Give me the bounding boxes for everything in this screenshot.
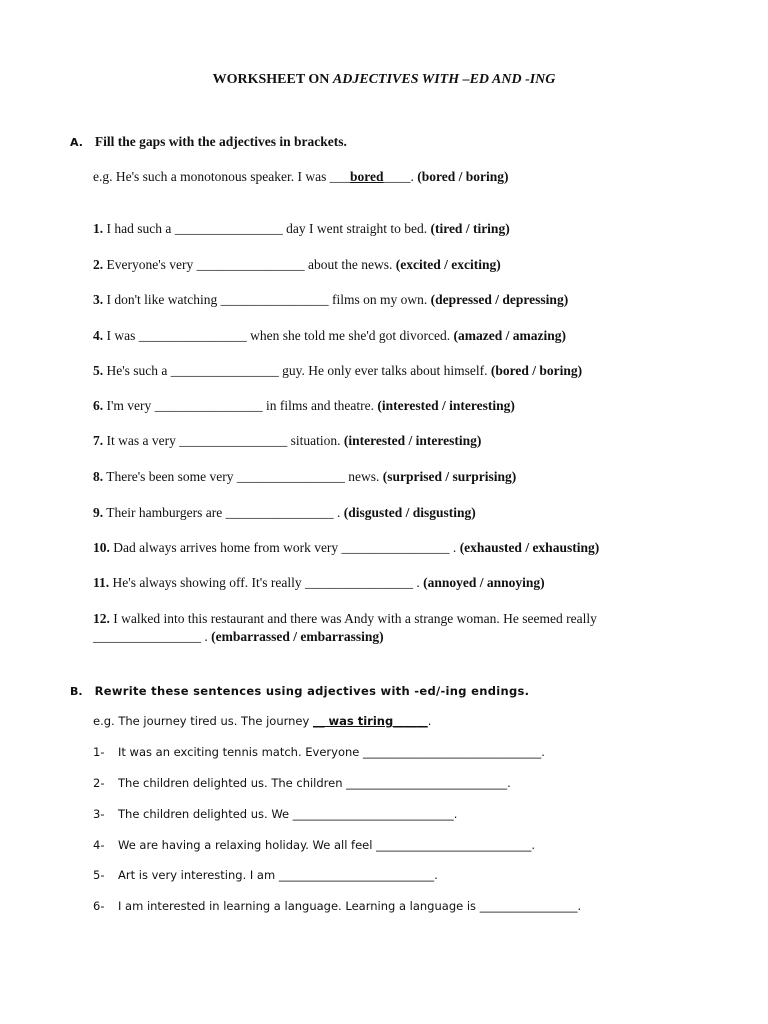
question-text: Everyone's very ________________ about the news. (103, 257, 396, 272)
section-a-header (70, 133, 347, 151)
question-text: I had such a ________________ day I went straight to bed. (103, 221, 431, 236)
question-number: 1. (93, 221, 104, 236)
question-options: (excited / exciting) (395, 257, 501, 272)
question-text: I walked into this restaurant and there was Andy with a strange woman. He seemed really (109, 611, 597, 626)
item-12-line2-text: ________________ . (93, 629, 212, 644)
section-b-heading: Rewrite these sentences using adjectives with -ed/-ing endings. (94, 684, 530, 698)
example-post: ____. (383, 169, 418, 184)
question-text: Their hamburgers are ________________ . (103, 505, 344, 520)
question-item (93, 328, 566, 344)
question-number: 6. (93, 398, 104, 413)
question-options: (tired / tiring) (430, 221, 510, 236)
section-a-heading: Fill the gaps with the adjectives in brackets. (94, 134, 347, 149)
rewrite-number: 2- (93, 776, 105, 790)
question-options: (annoyed / annoying) (423, 575, 545, 590)
rewrite-text: It was an exciting tennis match. Everyone _______________________________. (118, 745, 545, 759)
question-options: (depressed / depressing) (430, 292, 569, 307)
question-number: 8. (93, 469, 104, 484)
question-number: 9. (93, 505, 104, 520)
rewrite-item (93, 899, 581, 913)
rewrite-number: 1- (93, 745, 105, 759)
rewrite-item (93, 838, 535, 852)
page-title (0, 72, 768, 88)
rewrite-item (93, 868, 438, 882)
question-item (93, 363, 582, 379)
example-options: (bored / boring) (417, 169, 509, 184)
question-item (93, 540, 599, 556)
rewrite-text: The children delighted us. The children ____________________________. (118, 776, 511, 790)
question-options: (exhausted / exhausting) (459, 540, 600, 555)
rewrite-text: The children delighted us. We ____________________________. (118, 807, 458, 821)
rewrite-text: I am interested in learning a language. Learning a language is _________________. (118, 899, 582, 913)
question-text: He's always showing off. It's really ________________ . (109, 575, 424, 590)
question-text: I'm very ________________ in films and theatre. (103, 398, 378, 413)
section-a-letter: A. (70, 136, 83, 149)
example-answer: bored (350, 169, 384, 184)
rewrite-text: We are having a relaxing holiday. We all feel ___________________________. (118, 838, 536, 852)
question-text: It was a very ________________ situation. (103, 433, 344, 448)
question-text: There's been some very ________________ news. (103, 469, 383, 484)
question-options: (amazed / amazing) (453, 328, 566, 343)
rewrite-item (93, 776, 511, 790)
rewrite-number: 3- (93, 807, 105, 821)
question-number: 5. (93, 363, 104, 378)
section-b-example (93, 714, 431, 728)
question-item (93, 292, 568, 308)
question-options: (disgusted / disgusting) (343, 505, 476, 520)
title-italic: ADJECTIVES WITH –ED AND -ING (332, 72, 556, 87)
rewrite-number: 5- (93, 868, 105, 882)
question-options: (bored / boring) (490, 363, 583, 378)
rewrite-number: 4- (93, 838, 105, 852)
question-item (93, 257, 501, 273)
section-b-letter: B. (70, 685, 83, 698)
question-text: He's such a ________________ guy. He only ever talks about himself. (103, 363, 491, 378)
item-12-line2 (93, 629, 384, 645)
example-pre: e.g. He's such a monotonous speaker. I was ___ (93, 169, 351, 184)
question-number: 2. (93, 257, 104, 272)
question-number: 7. (93, 433, 104, 448)
question-item (93, 611, 597, 627)
question-number: 3. (93, 292, 104, 307)
example-b-pre: e.g. The journey tired us. The journey (93, 714, 313, 728)
rewrite-number: 6- (93, 899, 105, 913)
item-12-line2-options: (embarrassed / embarrassing) (211, 629, 384, 644)
question-options: (interested / interesting) (377, 398, 515, 413)
question-item (93, 221, 510, 237)
question-number: 12. (93, 611, 110, 626)
question-number: 10. (93, 540, 110, 555)
question-text: I was ________________ when she told me she'd got divorced. (103, 328, 454, 343)
question-item (93, 469, 516, 485)
title-main: WORKSHEET ON (212, 72, 333, 87)
question-options: (interested / interesting) (343, 433, 482, 448)
rewrite-item (93, 807, 457, 821)
question-text: I don't like watching ________________ films on my own. (103, 292, 431, 307)
rewrite-text: Art is very interesting. I am ___________________________. (118, 868, 438, 882)
question-text: Dad always arrives home from work very ________________ . (109, 540, 460, 555)
example-b-post: . (427, 714, 432, 728)
question-item (93, 433, 481, 449)
rewrite-item (93, 745, 545, 759)
section-b-header (70, 682, 529, 700)
section-a-example (93, 169, 509, 185)
example-b-answer: __ was tiring______ (312, 714, 428, 728)
question-number: 11. (93, 575, 110, 590)
question-options: (surprised / surprising) (382, 469, 517, 484)
question-item (93, 575, 545, 591)
question-number: 4. (93, 328, 104, 343)
question-item (93, 505, 476, 521)
question-item (93, 398, 515, 414)
